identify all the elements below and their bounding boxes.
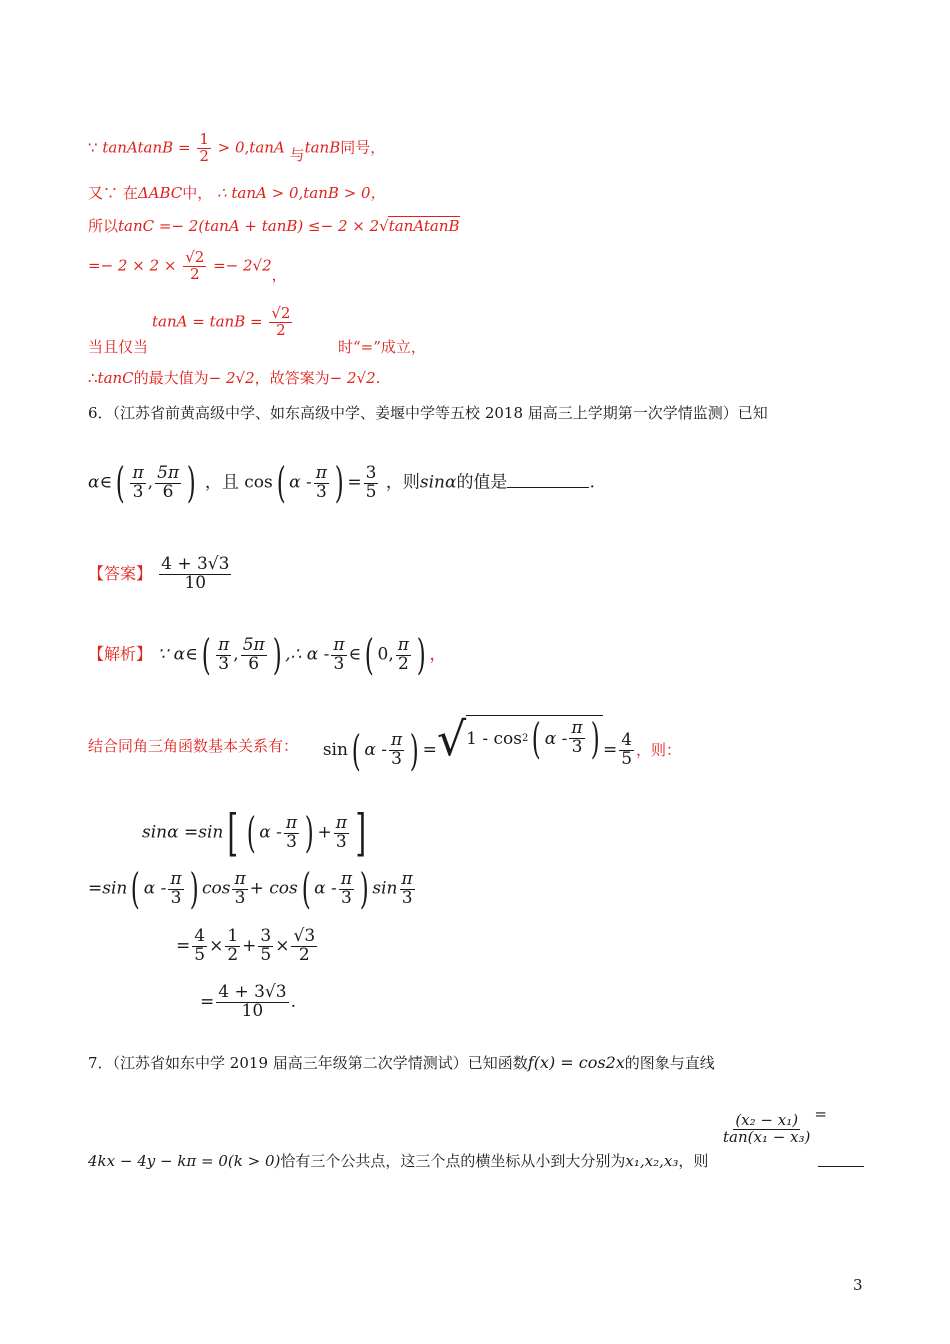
sol-line-6: ∴tanC的最大值为− 2√2，故答案为− 2√2.: [88, 369, 381, 387]
derivation-line-3: = $\frac{4}{5}$ × $\frac{1}{2}$ + $\frac{3}{5}$ × $\frac{√3}{2}$: [176, 926, 316, 965]
answer-blank: [507, 473, 589, 488]
derivation-line-2: =sin( α - $\frac{\pi}{3}$ ) cos $\frac{\pi}{3}$ + cos( α - $\frac{\pi}{3}$ ) sin $\frac{\pi}{3}$: [88, 864, 413, 913]
question-7-fraction: $\frac{\text{(x₂ − x₁)}}{\text{tan(x₁ − x₃)}}$ =: [723, 1105, 827, 1146]
sol-line-5-expr: tanA = tanB = $\frac{√2}{2}$: [152, 304, 291, 339]
derivation-line-4: = $\frac{4 + 3√3}{10}$ .: [200, 982, 296, 1021]
page-number: 3: [853, 1276, 863, 1294]
analysis-line-1: 【解析】 ∵ α∈( $\frac{\pi}{3}$ , $\frac{5\pi}{6}$ ) ,∴ α - $\frac{\pi}{3}$ ∈( 0, $\frac{\pi}{2}$ ) ，: [88, 630, 447, 679]
sol-line-2: 又∵ 在ΔABC中， ∴ tanA > 0,tanB > 0，: [88, 184, 386, 202]
question-6-condition: α∈( $\frac{\pi}{3}$ , $\frac{5\pi}{6}$ ) ，且 cos( α - $\frac{\pi}{3}$ ) = $\frac{3}{5}$ ，则sinα的值是 .: [88, 458, 595, 507]
question-7-stem: 7．（江苏省如东中学 2019 届高三年级第二次学情测试）已知函数f(x) = cos2x的图象与直线: [88, 1053, 715, 1072]
question-7-line2: 4kx − 4y − kπ = 0(k > 0)恰有三个公共点，这三个点的横坐标从小到大分别为x₁,x₂,x₃，则: [88, 1152, 709, 1170]
analysis-line-2: 结合同角三角函数基本关系有： sin( α - $\frac{\pi}{3}$ ) = √ 1 - cos 2 ( α - $\frac{\pi}{3}$ ) = $\frac{4}{5}$ ，则：: [88, 712, 682, 775]
fraction-root2-over-2: $\frac{√2}{2}$: [185, 248, 205, 283]
sol-line-1: ∵ tanAtanB = $\frac{1}{2}$ > 0,tanA 与tanB同号，: [88, 130, 386, 165]
answer-label: 【答案】: [88, 563, 153, 583]
answer-fraction: $\frac{4 + 3√3}{10}$: [161, 554, 230, 593]
fraction-half: $\frac{1}{2}$: [199, 130, 209, 165]
question-7-blank: [818, 1152, 864, 1171]
question-6-stem: 6．（江苏省前黄高级中学、如东高级中学、姜堰中学等五校 2018 届高三上学期第一次学情监测）已知: [88, 404, 768, 422]
analysis-label: 【解析】: [88, 644, 153, 664]
sol-line-3: 所以tanC =− 2(tanA + tanB) ≤− 2 × 2√tanAtanB: [88, 217, 460, 235]
sol-line-4: =− 2 × 2 × $\frac{√2}{2}$ =− 2√2，: [88, 248, 287, 285]
answer-line: [88, 556, 233, 593]
sol-line-5-text: 当且仅当 时“=”成立，: [88, 338, 426, 356]
derivation-line-1: sinα =sin[ ( α - $\frac{\pi}{3}$ ) + $\frac{\pi}{3}$ ]: [142, 804, 367, 862]
because-symbol: ∵: [88, 138, 98, 157]
